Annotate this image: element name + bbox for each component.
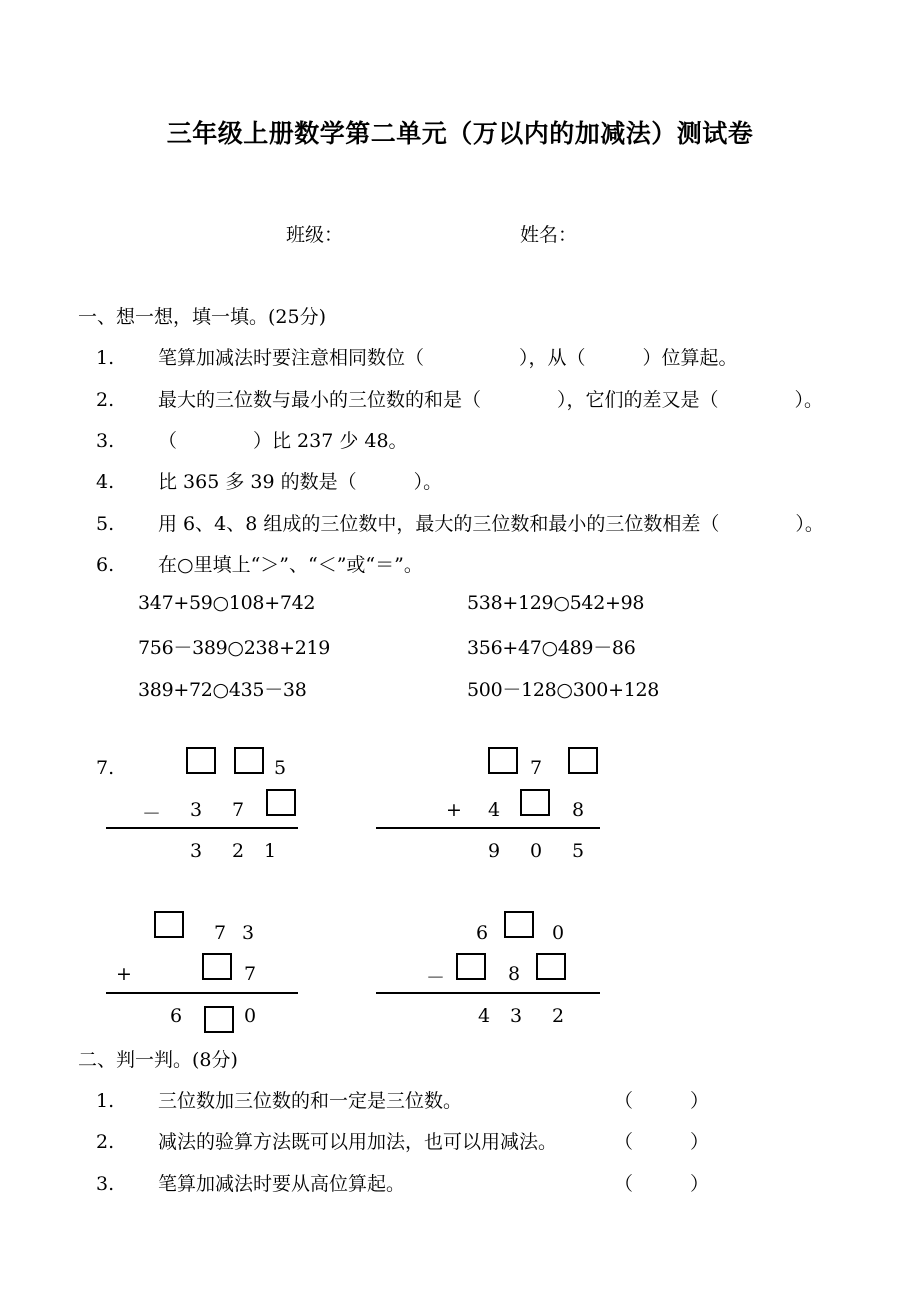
digit: 1 <box>264 840 277 862</box>
question-text: 笔算加减法时要从高位算起。 <box>158 1173 406 1195</box>
class-label: 班级： <box>286 224 344 246</box>
sum-line <box>376 992 600 994</box>
name-label: 姓名： <box>520 224 578 246</box>
digit: 3 <box>242 922 255 944</box>
question-number: 1. <box>96 1090 115 1112</box>
comparison-expression: 389+72○435－38 <box>138 679 307 701</box>
judge-question-3 <box>96 1169 405 1196</box>
digit: 9 <box>488 840 501 862</box>
comparison-expression: 356+47○489－86 <box>467 637 636 659</box>
digit: 3 <box>510 1005 523 1027</box>
question-number: 3. <box>96 1173 115 1195</box>
question-text: 最大的三位数与最小的三位数的和是（ ），它们的差又是（ ）。 <box>158 389 824 411</box>
operator: － <box>142 803 162 825</box>
judge-question-1 <box>96 1086 462 1113</box>
operator: + <box>116 963 132 985</box>
question-text: 三位数加三位数的和一定是三位数。 <box>158 1090 463 1112</box>
question-number: 5. <box>96 513 115 535</box>
question-number: 6. <box>96 554 115 576</box>
section1-heading: 一、想一想，填一填。(25分) <box>78 306 327 328</box>
question-text: 用 6、4、8 组成的三位数中，最大的三位数和最小的三位数相差（ ）。 <box>158 513 824 535</box>
question-text: （ ）比 237 少 48。 <box>158 430 408 452</box>
question-4 <box>96 467 442 494</box>
question-text: 减法的验算方法既可以用加法，也可以用减法。 <box>158 1131 558 1153</box>
digit: 5 <box>274 757 287 779</box>
digit: 2 <box>232 840 245 862</box>
digit: 6 <box>476 922 489 944</box>
question-5 <box>96 509 824 536</box>
sum-line <box>106 992 298 994</box>
digit: 8 <box>508 963 521 985</box>
answer-box[interactable] <box>488 747 518 774</box>
digit: 4 <box>478 1005 491 1027</box>
digit: 7 <box>214 922 227 944</box>
digit: 4 <box>488 799 501 821</box>
answer-box[interactable] <box>266 789 296 816</box>
operator: + <box>446 799 462 821</box>
digit: 8 <box>572 799 585 821</box>
answer-box[interactable] <box>154 911 184 938</box>
answer-box[interactable] <box>568 747 598 774</box>
digit: 7 <box>244 963 257 985</box>
section2-heading: 二、判一判。(8分) <box>78 1049 238 1071</box>
answer-parentheses[interactable]: （ ） <box>614 1131 710 1153</box>
answer-box[interactable] <box>204 1006 234 1033</box>
question-7-number: 7. <box>96 757 115 779</box>
question-number: 2. <box>96 1131 115 1153</box>
answer-parentheses[interactable]: （ ） <box>614 1173 710 1195</box>
digit: 0 <box>552 922 565 944</box>
digit: 0 <box>530 840 543 862</box>
comparison-expression: 347+59○108+742 <box>138 592 316 614</box>
question-text: 比 365 多 39 的数是（ ）。 <box>158 471 443 493</box>
digit: 0 <box>244 1005 257 1027</box>
comparison-expression: 756－389○238+219 <box>138 637 331 659</box>
question-number: 3. <box>96 430 115 452</box>
answer-box[interactable] <box>504 911 534 938</box>
digit: 7 <box>232 799 245 821</box>
answer-box[interactable] <box>234 747 264 774</box>
question-number: 1. <box>96 347 115 369</box>
sum-line <box>376 827 600 829</box>
question-1 <box>96 343 738 370</box>
digit: 2 <box>552 1005 565 1027</box>
question-text: 笔算加减法时要注意相同数位（ ），从（ ）位算起。 <box>158 347 738 369</box>
operator: － <box>426 967 446 989</box>
judge-question-2 <box>96 1127 557 1154</box>
answer-box[interactable] <box>186 747 216 774</box>
comparison-expression: 538+129○542+98 <box>467 592 645 614</box>
answer-box[interactable] <box>536 953 566 980</box>
digit: 3 <box>190 799 203 821</box>
digit: 3 <box>190 840 203 862</box>
question-3 <box>96 426 408 453</box>
question-number: 4. <box>96 471 115 493</box>
answer-box[interactable] <box>202 953 232 980</box>
answer-box[interactable] <box>456 953 486 980</box>
page-title: 三年级上册数学第二单元（万以内的加减法）测试卷 <box>166 119 754 148</box>
question-6 <box>96 550 423 577</box>
digit: 6 <box>170 1005 183 1027</box>
question-2 <box>96 385 823 412</box>
sum-line <box>106 827 298 829</box>
comparison-expression: 500－128○300+128 <box>467 679 660 701</box>
digit: 5 <box>572 840 585 862</box>
answer-parentheses[interactable]: （ ） <box>614 1090 710 1112</box>
question-number: 2. <box>96 389 115 411</box>
answer-box[interactable] <box>520 789 550 816</box>
question-text: 在○里填上“＞”、“＜”或“＝”。 <box>158 554 423 576</box>
digit: 7 <box>530 757 543 779</box>
